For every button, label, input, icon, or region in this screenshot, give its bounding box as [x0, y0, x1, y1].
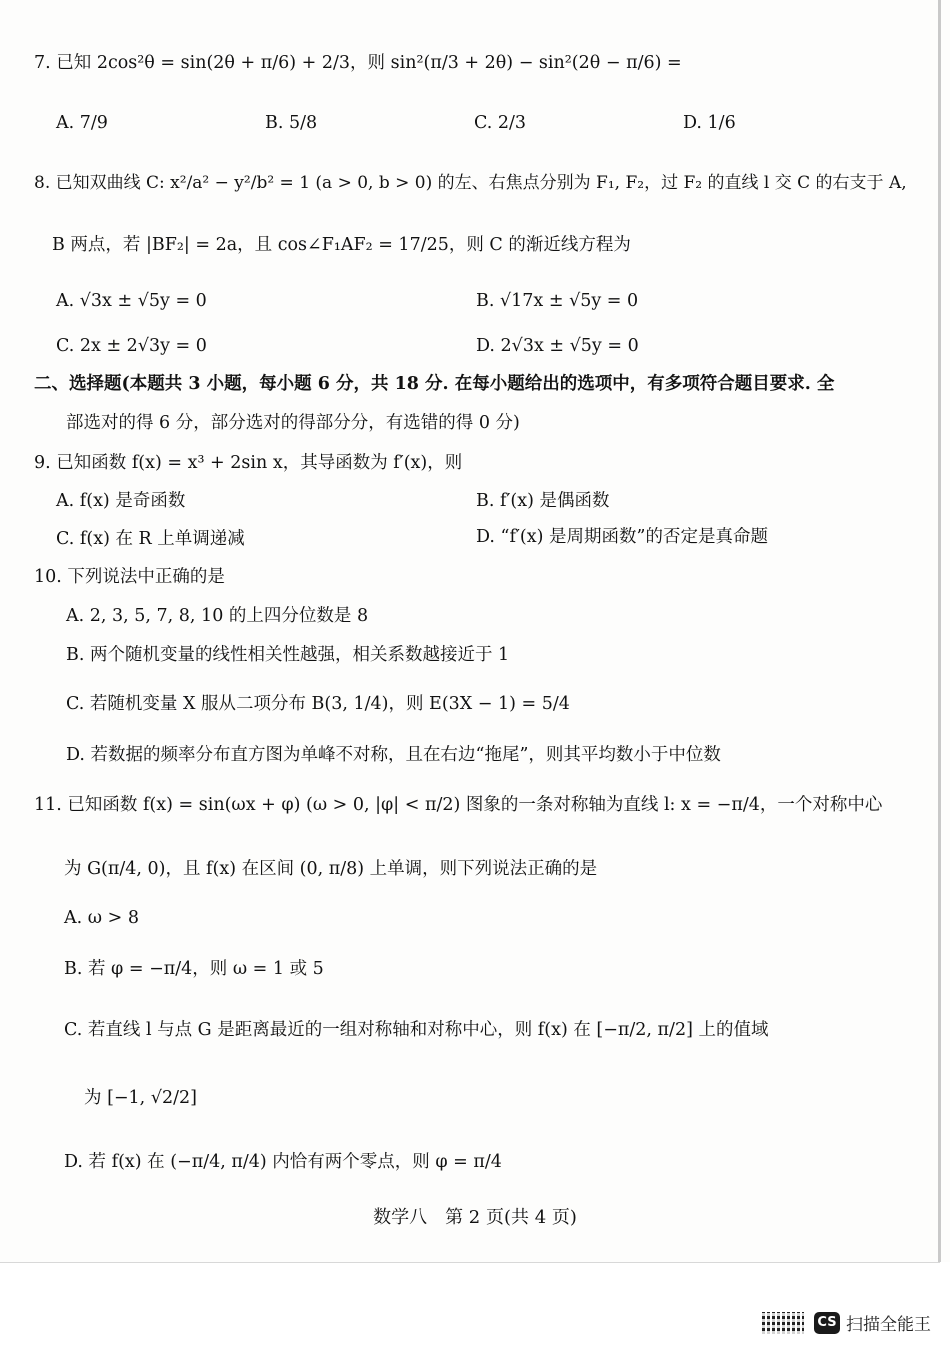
q8-option-a: A. √3x ± √5y = 0	[56, 291, 207, 311]
q10-option-a: A. 2, 3, 5, 7, 8, 10 的上四分位数是 8	[66, 606, 369, 626]
q11-option-c-line1: C. 若直线 l 与点 G 是距离最近的一组对称轴和对称中心，则 f(x) 在 [−π/2, π/2] 上的值域	[64, 1020, 769, 1040]
q8-stem-line2: B 两点，若 |BF₂| = 2a，且 cos∠F₁AF₂ = 17/25，则 C 的渐近线方程为	[52, 235, 631, 255]
q7-option-a: A. 7/9	[56, 113, 108, 133]
q10-option-c: C. 若随机变量 X 服从二项分布 B(3, 1/4)，则 E(3X − 1) = 5/4	[66, 694, 570, 714]
q11-stem-line2: 为 G(π/4, 0)，且 f(x) 在区间 (0, π/8) 上单调，则下列说法正确的是	[64, 859, 598, 879]
q9-option-d: D. “f′(x) 是周期函数”的否定是真命题	[476, 527, 768, 547]
q11-stem-line1: 11. 已知函数 f(x) = sin(ωx + φ) (ω > 0, |φ| < π/2) 图象的一条对称轴为直线 l: x = −π/4，一个对称中心	[34, 795, 883, 815]
q7-option-c: C. 2/3	[474, 113, 527, 133]
q8-option-d: D. 2√3x ± √5y = 0	[476, 336, 639, 356]
section-2-heading-line1: 二、选择题(本题共 3 小题，每小题 6 分，共 18 分. 在每小题给出的选项中，有多项符合题目要求. 全	[34, 374, 835, 394]
section-2-heading-line2: 部选对的得 6 分，部分选对的得部分分，有选错的得 0 分)	[66, 413, 520, 433]
q9-option-a: A. f(x) 是奇函数	[56, 491, 186, 511]
q11-option-b: B. 若 φ = −π/4，则 ω = 1 或 5	[64, 959, 324, 979]
page-bottom-edge	[0, 1262, 940, 1263]
q7-option-b: B. 5/8	[265, 113, 318, 133]
q9-stem: 9. 已知函数 f(x) = x³ + 2sin x，其导函数为 f′(x)，则	[34, 453, 463, 473]
q11-option-a: A. ω > 8	[64, 908, 139, 928]
q8-option-c: C. 2x ± 2√3y = 0	[56, 336, 207, 356]
q10-option-d: D. 若数据的频率分布直方图为单峰不对称，且在右边“拖尾”，则其平均数小于中位数	[66, 745, 721, 765]
page-edge	[938, 0, 941, 1262]
q9-option-b: B. f′(x) 是偶函数	[476, 491, 610, 511]
qr-code-icon	[762, 1312, 804, 1334]
q10-stem: 10. 下列说法中正确的是	[34, 567, 225, 587]
q8-stem-line1: 8. 已知双曲线 C: x²/a² − y²/b² = 1 (a > 0, b > 0) 的左、右焦点分别为 F₁, F₂，过 F₂ 的直线 l 交 C 的右支于 A,	[34, 173, 907, 193]
q8-option-b: B. √17x ± √5y = 0	[476, 291, 639, 311]
q10-option-b: B. 两个随机变量的线性相关性越强，相关系数越接近于 1	[66, 645, 510, 665]
q7-stem: 7. 已知 2cos²θ = sin(2θ + π/6) + 2/3，则 sin²(π/3 + 2θ) − sin²(2θ − π/6) =	[34, 53, 682, 73]
camscanner-logo-icon: CS	[814, 1312, 840, 1334]
q11-option-c-line2: 为 [−1, √2/2]	[84, 1088, 197, 1108]
q9-option-c: C. f(x) 在 R 上单调递减	[56, 529, 245, 549]
q11-option-d: D. 若 f(x) 在 (−π/4, π/4) 内恰有两个零点，则 φ = π/4	[64, 1152, 502, 1172]
page-footer: 数学八 第 2 页(共 4 页)	[373, 1207, 577, 1228]
scanner-watermark-text: 扫描全能王	[846, 1315, 931, 1334]
q7-option-d: D. 1/6	[683, 113, 736, 133]
